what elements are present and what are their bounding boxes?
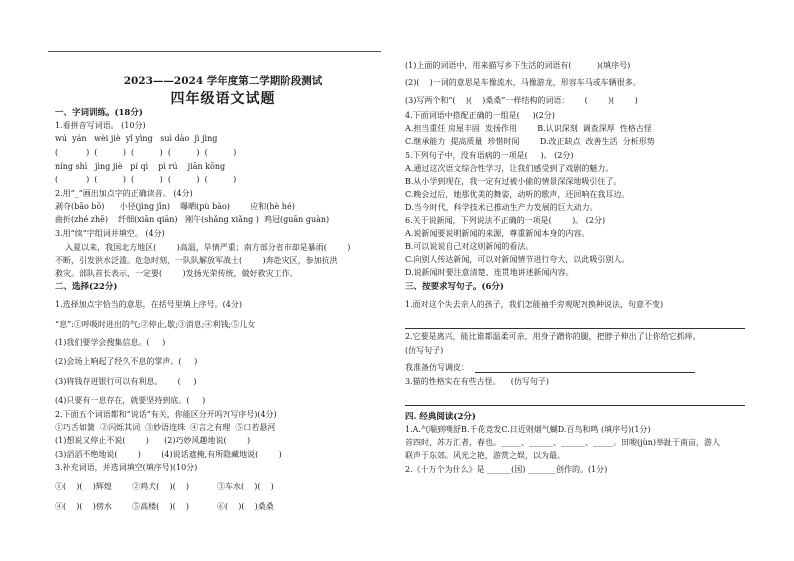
q2-row-1: 剥夺(bāo bō) 小径(jìng jīn) 曝晒(pù bào) 应和(hè hé) xyxy=(55,202,295,211)
q4-prompt: 4.下面词语中搭配正确的一组是( )(2分) xyxy=(405,111,555,120)
q3-prompt: 3.用“续”字组词并填空。 (4分) xyxy=(55,229,165,238)
sentence-1-answer-line[interactable] xyxy=(405,327,745,329)
choice-2-prompt: 2.下面五个词语都和“说话”有关，你能区分开吗?(写序号)(4分) xyxy=(55,410,277,419)
section-1-heading: 一、字词训练。(18分) xyxy=(55,108,143,118)
reading-1-prompt: 1.A.气喘到噗舒B.千花竞发C.日近则烟气蝴D.百鸟和鸣 (填序号)(1分) xyxy=(405,425,651,434)
choice-1-prompt: 1.选择加点字恰当的意思，在括号里填上序号。(4分) xyxy=(55,300,242,309)
header-rule xyxy=(48,51,381,52)
q6-option-a: A.说新闻要说明新闻的来源，尊重新闻本身的内容。 xyxy=(405,229,590,238)
sentence-3-answer-line[interactable] xyxy=(405,404,745,406)
reading-1-text-1: 首四时，苏万汇者，春也。_____、______、______、_____。田唆(jùn)举趾于南亩，游人 xyxy=(405,438,721,447)
q6-option-b: B.可以说说自己对这则新闻的看法。 xyxy=(405,242,534,251)
sentence-1-prompt: 1.面对这个失去亲人的孩子，我们怎能袖手旁观呢?(换种说法，句意不变) xyxy=(405,300,664,309)
choice-1-a: (1)我们要学会搜集信息。( ) xyxy=(55,338,166,347)
choice-1-d: (4)只要有一息存在，就要坚持到底。( ) xyxy=(55,396,206,405)
choice-1-b: (2)会场上响起了经久不息的掌声。( ) xyxy=(55,357,198,366)
choice-3-row-2: ④( )( )傍水 ⑤高楼( )( ) ⑥( )( )桑桑 xyxy=(55,502,274,511)
exam-subtitle: 四年级语文试题 xyxy=(170,91,276,107)
sentence-2-prompt: 2.它要是离兴，能比谁都温柔可亲，用身子蹭你的腿，把脖子伸出了让你给它抓痒。 xyxy=(405,332,701,341)
choice-2-b: (3)滔滔不绝地说( ) (4)说话遮掩,有所隐藏地说( ) xyxy=(55,450,282,459)
q4-option-cd: C.继承能力 提高质量 珍惜时间 D.改正缺点 改善生活 分析形势 xyxy=(405,137,655,146)
q1-prompt: 1.看拼音写词语。 (10分) xyxy=(55,121,146,130)
sentence-2-label: 我准备仿写调皮： xyxy=(405,363,469,372)
choice-3-row-1: ①( )( )辉煌 ②鸡犬( )( ) ③车水( )( ) xyxy=(55,482,274,491)
choice-2-options: ①巧舌如簧 ②闪烁其词 ③妙语连珠 ④言之有理 ⑤口若悬河 xyxy=(55,423,276,432)
q2-row-2: 曲折(zhé zhē) 纤细(xiān qiān) 刚午(shǎng xiǎng ) 鸡冠(guān guàn) xyxy=(55,215,330,224)
q6-prompt: 6.关于说新闻，下列说法不正确的一项是( )。 (2分) xyxy=(405,216,606,225)
choice-3-prompt: 3.补充词语，并选词填空(填序号)(10分) xyxy=(55,463,198,472)
sentence-2-answer-line[interactable] xyxy=(475,371,695,373)
choice-2-a: (1)想说又停止不说( ) (2)巧妙风趣地说( ) xyxy=(55,436,251,445)
section-3-heading: 三、按要求写句子。(6分) xyxy=(405,282,504,292)
exam-title: 2023——2024 学年度第二学期阶段测试 xyxy=(123,75,323,87)
sentence-2-note: (仿写句子) xyxy=(405,346,444,355)
answer-brackets-row-2[interactable]: ( ) ( ) ( ) ( ) ( ) xyxy=(55,175,237,184)
q5-option-b: B.从小学到现在，我一定有过被小偷的情景深深地吸引住了。 xyxy=(405,177,622,186)
r-item-1: (1)上面的词语中，用来描写乡下生活的词语有( )(填序号) xyxy=(405,61,631,70)
r-item-2: (2)( )一词的意思是车像流水，马像游龙，形容车马或车辆很多。 xyxy=(405,78,641,87)
section-2-heading: 二、选择(22分) xyxy=(55,282,118,292)
q5-option-d: D.当今时代，科学技术已推动生产力发展的巨大动力。 xyxy=(405,203,598,212)
choice-1-c: (3)将钱存进银行可以有利息。 ( ) xyxy=(55,377,197,386)
reading-1-text-2: 联声于东郊。风光之艳，游赏之娱，以为最。 xyxy=(405,451,565,460)
pinyin-row-2: níng shì jìng jiè pí qì pì rú jiān kōng xyxy=(55,162,226,171)
r-item-3: (3)写两个和“( )( )桑桑”一样结构的词语： ( )( ) xyxy=(405,96,638,105)
q2-prompt: 2.用“_”画出加点字的正确读音。 (4分) xyxy=(55,189,193,198)
q3-text-3: 救灾。部队首长表示，一定要( )发扬光荣传统，做好救灾工作。 xyxy=(55,269,298,278)
choice-1-options: “息”:①呼吸时进出的气;②停止,歇;③消息;④利钱;⑤儿女 xyxy=(55,320,256,329)
q6-option-c: C.向别人传达新闻，可以对新闻情节进行夸大，以此吸引别人。 xyxy=(405,255,630,264)
sentence-3-prompt: 3.猫的性格实在有些古怪。 (仿写句子) xyxy=(405,377,550,386)
pinyin-row-1: wú yán wèi jiè yǐ yìng suì dào jì jìng xyxy=(55,134,218,143)
answer-brackets-row-1[interactable]: ( ) ( ) ( ) ( ) ( ) xyxy=(55,148,237,157)
section-4-heading: 四. 经典阅读(2分) xyxy=(405,412,476,422)
q6-option-d: D.说新闻时要注意清楚、连贯地讲述新闻内容。 xyxy=(405,268,574,277)
q5-option-c: C.晚会过后，她那优美的舞姿，动听的歌声，还回响在我耳边。 xyxy=(405,190,630,199)
q3-text-1: 入夏以来，我国北方地区( )高温，旱情严重；南方部分省市却是暴雨( ) xyxy=(55,243,351,252)
q5-option-a: A.通过这次语文综合性学习，让我们感受到了戏剧的魅力。 xyxy=(405,164,614,173)
q5-prompt: 5.下列句子中，没有语病的一项是( )。 (2分) xyxy=(405,151,574,160)
reading-2-prompt: 2.《十万个为什么》是 ______(国) _______创作的。(1分) xyxy=(405,465,608,474)
q3-text-2: 不断，引发洪水泛滥。危急时刻，一队队解放军战士( )奔赴灾区，参加抗洪 xyxy=(55,256,338,265)
q4-option-ab: A.担当重任 房屋丰固 发扬作用 B.认识深刻 调查深厚 性格古怪 xyxy=(405,124,652,133)
